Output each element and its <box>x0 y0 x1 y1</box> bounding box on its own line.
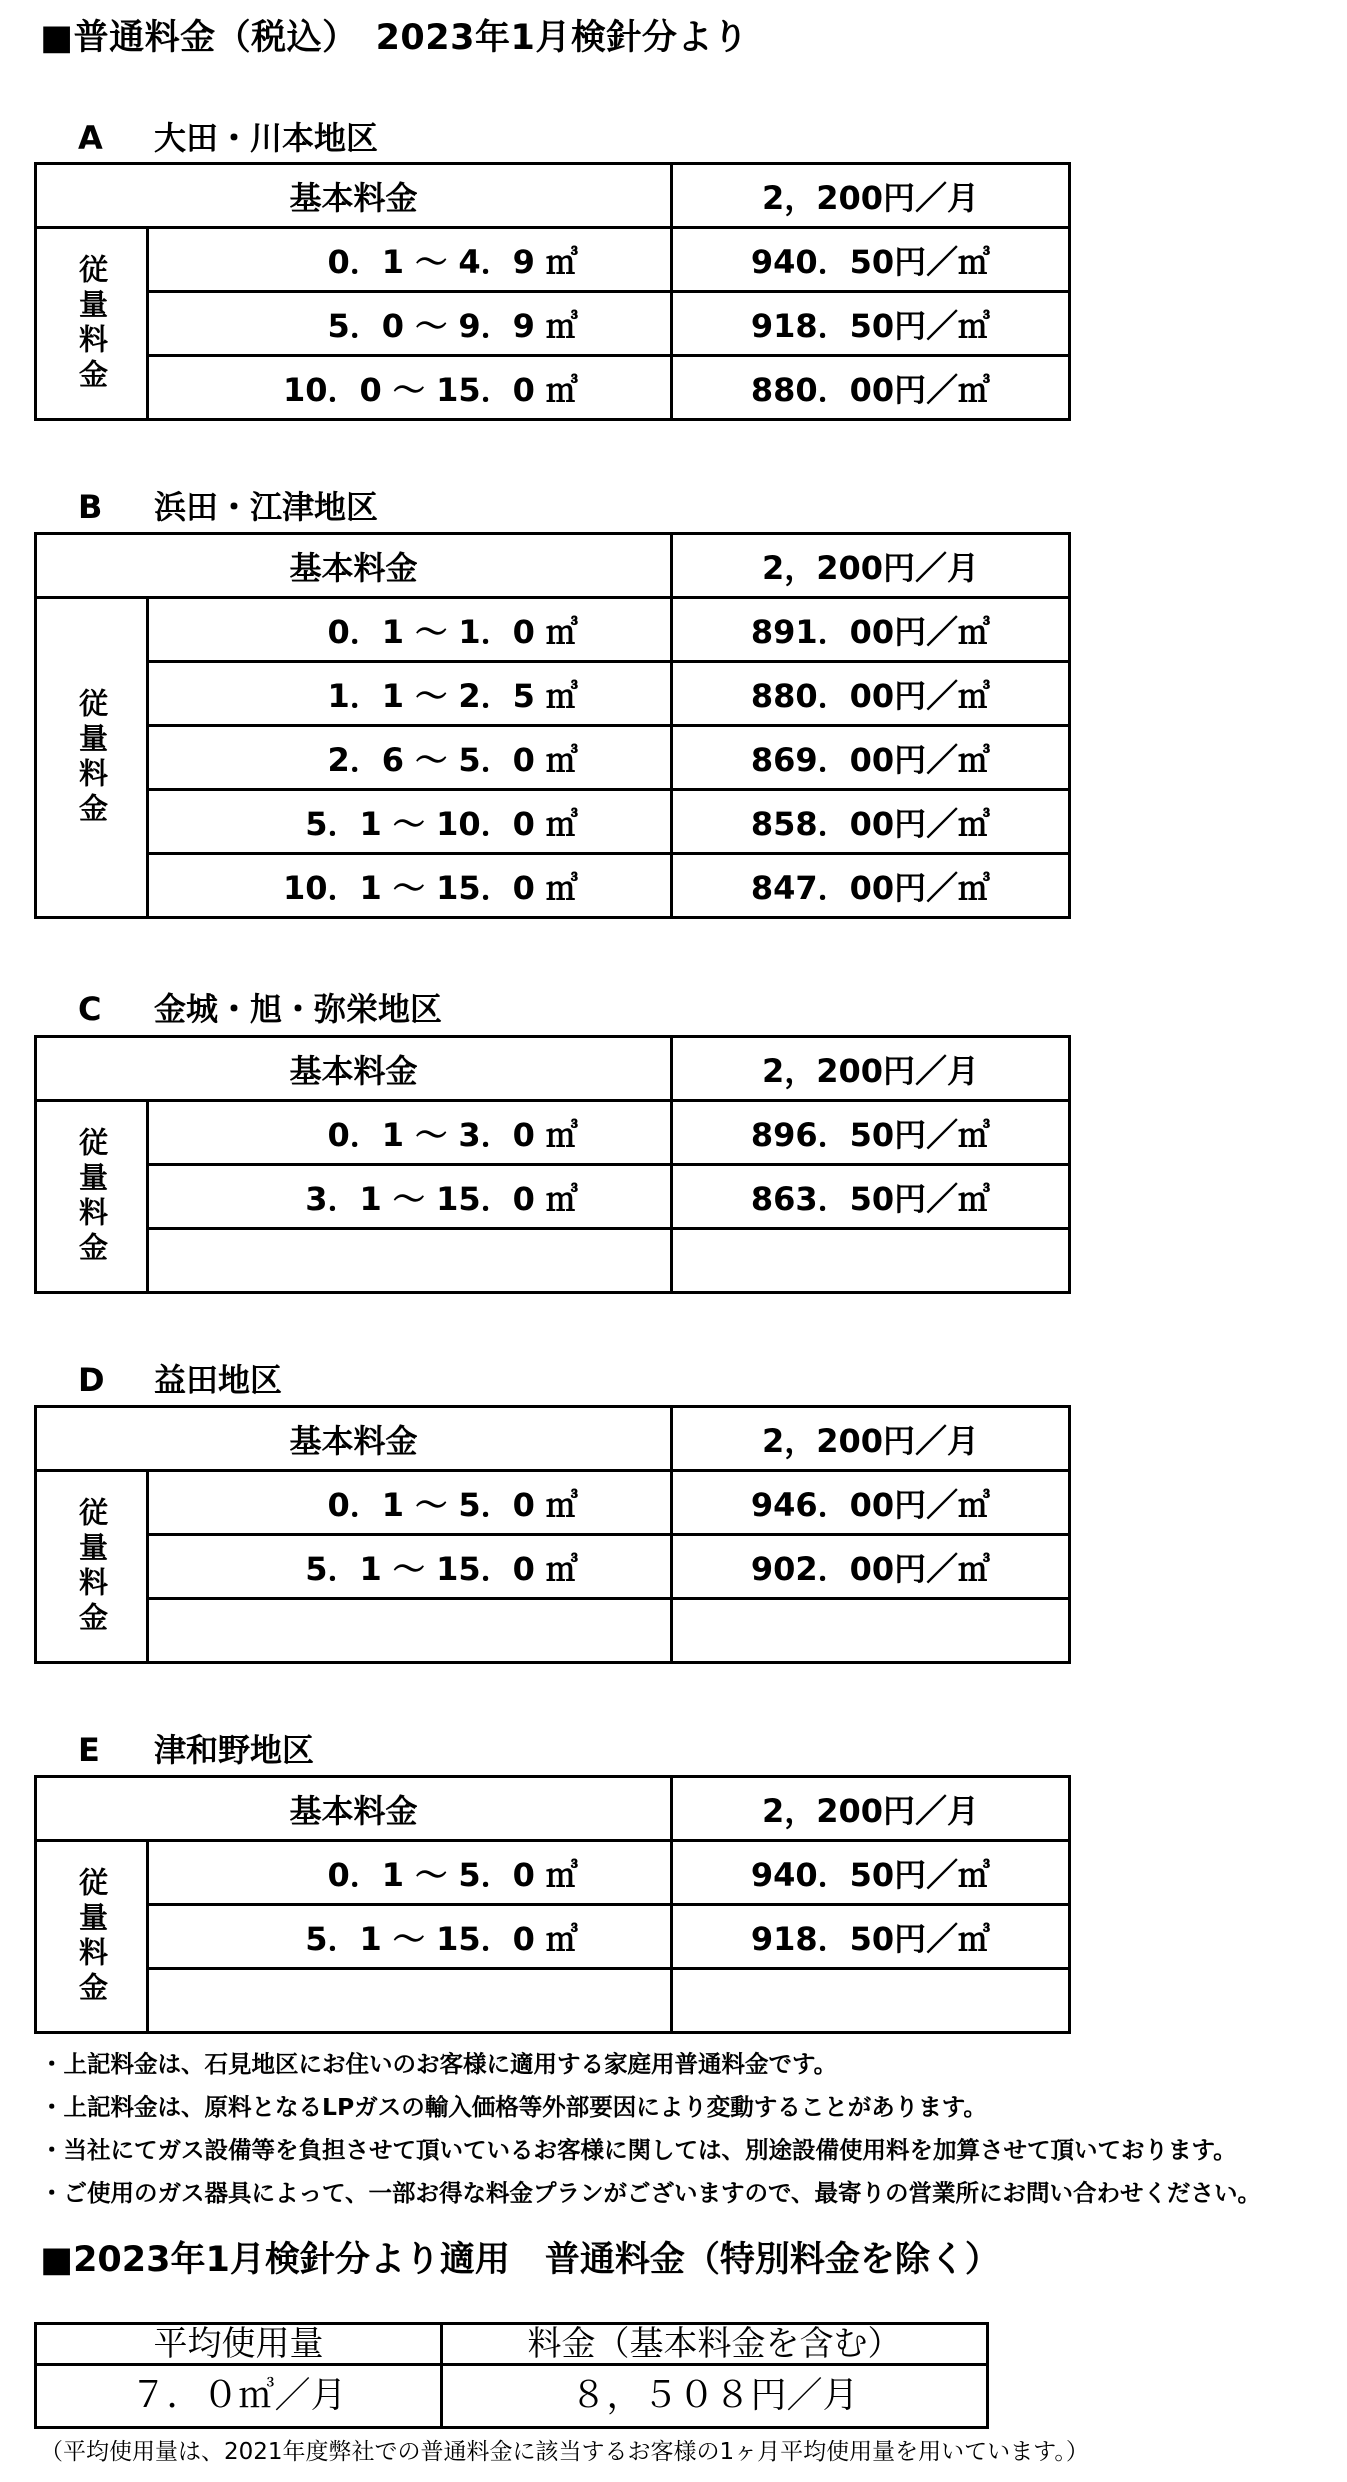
table-row <box>36 228 1070 292</box>
table-row <box>36 1165 1070 1229</box>
usage-range <box>148 1229 672 1293</box>
table-row <box>36 1101 1070 1165</box>
usage-range: 2．6 ～ 5．0 ㎥ <box>148 726 672 790</box>
table-row <box>36 1229 1070 1293</box>
table-row <box>36 1969 1070 2033</box>
table-header-row <box>36 2324 988 2365</box>
usage-range: 0．1 ～ 1．0 ㎥ <box>148 598 672 662</box>
rate-table-e <box>34 1775 1071 2034</box>
usage-range: 5．1 ～ 10．0 ㎥ <box>148 790 672 854</box>
unit-price: 918．50円／㎥ <box>672 292 1070 356</box>
unit-price: 858．00円／㎥ <box>672 790 1070 854</box>
usage-range: 5．1 ～ 15．0 ㎥ <box>148 1905 672 1969</box>
metered-label: 従量料金 <box>36 228 148 420</box>
table-row <box>36 598 1070 662</box>
unit-price: 863．50円／㎥ <box>672 1165 1070 1229</box>
usage-range: 0．1 ～ 5．0 ㎥ <box>148 1841 672 1905</box>
unit-price: 891．00円／㎥ <box>672 598 1070 662</box>
rate-table-c <box>34 1035 1071 1294</box>
basic-fee-row <box>36 1037 1070 1101</box>
area-letter: C <box>78 990 102 1028</box>
basic-fee-value: 2，200円／月 <box>672 534 1070 598</box>
basic-fee-value: 2，200円／月 <box>672 1037 1070 1101</box>
area-name: 津和野地区 <box>154 1731 315 1769</box>
basic-fee-label: 基本料金 <box>36 534 672 598</box>
metered-label: 従量料金 <box>36 1471 148 1663</box>
table-row <box>36 790 1070 854</box>
basic-fee-row <box>36 164 1070 228</box>
usage-range: 1．1 ～ 2．5 ㎥ <box>148 662 672 726</box>
basic-fee-row <box>36 1407 1070 1471</box>
usage-range <box>148 1969 672 2033</box>
table-row <box>36 356 1070 420</box>
footnote: （平均使用量は、2021年度弊社での普通料金に該当するお客様の1ヶ月平均使用量を用いています。） <box>40 2439 1089 2465</box>
unit-price: 847．00円／㎥ <box>672 854 1070 918</box>
unit-price: 918．50円／㎥ <box>672 1905 1070 1969</box>
area-a-title <box>78 113 378 159</box>
unit-price: 869．00円／㎥ <box>672 726 1070 790</box>
basic-fee-value: 2，200円／月 <box>672 164 1070 228</box>
table-row <box>36 1471 1070 1535</box>
note-item: ・ご使用のガス器具によって、一部お得な料金プランがございますので、最寄りの営業所にお問い合わせください。 <box>40 2179 1262 2207</box>
avg-usage-header: 平均使用量 <box>36 2324 442 2365</box>
area-name: 益田地区 <box>154 1361 283 1399</box>
avg-fee-header: 料金（基本料金を含む） <box>442 2324 988 2365</box>
basic-fee-row <box>36 1777 1070 1841</box>
unit-price: 880．00円／㎥ <box>672 662 1070 726</box>
notes-list <box>40 2043 1261 2215</box>
table-row <box>36 726 1070 790</box>
page-title: ■普通料金（税込） 2023年1月検針分より <box>40 18 749 58</box>
unit-price: 902．00円／㎥ <box>672 1535 1070 1599</box>
area-e-title <box>78 1725 314 1771</box>
area-letter: E <box>78 1731 100 1769</box>
rate-table-b <box>34 532 1071 919</box>
usage-range <box>148 1599 672 1663</box>
usage-range: 3．1 ～ 15．0 ㎥ <box>148 1165 672 1229</box>
table-row <box>36 292 1070 356</box>
rate-table-d <box>34 1405 1071 1664</box>
table-row <box>36 1841 1070 1905</box>
basic-fee-value: 2，200円／月 <box>672 1777 1070 1841</box>
metered-label: 従量料金 <box>36 598 148 918</box>
note-item: ・当社にてガス設備等を負担させて頂いているお客様に関しては、別途設備使用料を加算させて頂いております。 <box>40 2136 1237 2164</box>
average-fee-table <box>34 2322 989 2429</box>
unit-price: 940．50円／㎥ <box>672 228 1070 292</box>
note-item: ・上記料金は、原料となるLPガスの輸入価格等外部要因により変動することがあります。 <box>40 2093 987 2121</box>
note-item: ・上記料金は、石見地区にお住いのお客様に適用する家庭用普通料金です。 <box>40 2050 838 2078</box>
usage-range: 10．1 ～ 15．0 ㎥ <box>148 854 672 918</box>
table-row <box>36 1599 1070 1663</box>
usage-range: 5．0 ～ 9．9 ㎥ <box>148 292 672 356</box>
area-name: 金城・旭・弥栄地区 <box>154 990 443 1028</box>
basic-fee-label: 基本料金 <box>36 1777 672 1841</box>
table-row <box>36 1535 1070 1599</box>
area-c-title <box>78 984 442 1030</box>
basic-fee-label: 基本料金 <box>36 1407 672 1471</box>
section-title: ■2023年1月検針分より適用 普通料金（特別料金を除く） <box>40 2240 1000 2280</box>
area-letter: A <box>78 119 103 157</box>
usage-range: 0．1 ～ 5．0 ㎥ <box>148 1471 672 1535</box>
basic-fee-row <box>36 534 1070 598</box>
usage-range: 0．1 ～ 4．9 ㎥ <box>148 228 672 292</box>
unit-price: 940．50円／㎥ <box>672 1841 1070 1905</box>
unit-price <box>672 1969 1070 2033</box>
unit-price <box>672 1229 1070 1293</box>
unit-price: 896．50円／㎥ <box>672 1101 1070 1165</box>
basic-fee-label: 基本料金 <box>36 1037 672 1101</box>
metered-label: 従量料金 <box>36 1101 148 1293</box>
area-b-title <box>78 482 378 528</box>
table-row <box>36 1905 1070 1969</box>
unit-price: 946．00円／㎥ <box>672 1471 1070 1535</box>
area-d-title <box>78 1355 282 1401</box>
usage-range: 5．1 ～ 15．0 ㎥ <box>148 1535 672 1599</box>
table-row <box>36 854 1070 918</box>
area-letter: D <box>78 1361 105 1399</box>
table-row <box>36 2365 988 2428</box>
area-letter: B <box>78 488 103 526</box>
metered-label: 従量料金 <box>36 1841 148 2033</box>
basic-fee-value: 2，200円／月 <box>672 1407 1070 1471</box>
avg-usage-value: ７．０㎥／月 <box>36 2365 442 2428</box>
area-name: 大田・川本地区 <box>154 119 379 157</box>
usage-range: 10．0 ～ 15．0 ㎥ <box>148 356 672 420</box>
basic-fee-label: 基本料金 <box>36 164 672 228</box>
avg-fee-value: ８，５０８円／月 <box>442 2365 988 2428</box>
unit-price: 880．00円／㎥ <box>672 356 1070 420</box>
area-name: 浜田・江津地区 <box>154 488 379 526</box>
table-row <box>36 662 1070 726</box>
rate-table-a <box>34 162 1071 421</box>
unit-price <box>672 1599 1070 1663</box>
usage-range: 0．1 ～ 3．0 ㎥ <box>148 1101 672 1165</box>
